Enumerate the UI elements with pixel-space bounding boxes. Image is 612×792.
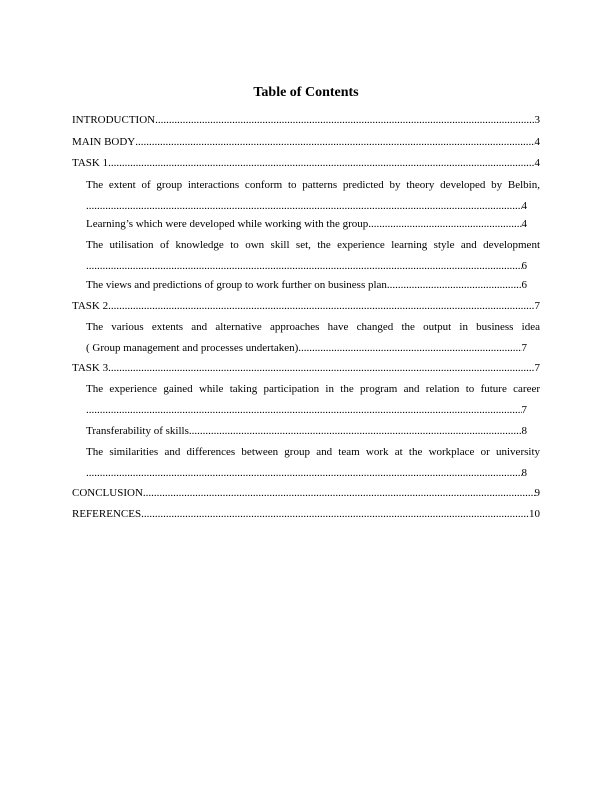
toc-entry-learnings[interactable] — [86, 218, 527, 231]
toc-page-number: 10 — [529, 508, 540, 520]
toc-page-number: 7 — [521, 404, 527, 416]
toc-entry-similarities-line1[interactable]: The similarities and differences between group and team work at the workplace or university — [86, 446, 540, 458]
toc-entry-label: CONCLUSION — [72, 487, 143, 499]
toc-title: Table of Contents — [253, 85, 359, 100]
toc-page-number: 8 — [521, 467, 527, 479]
dot-leader — [86, 200, 522, 213]
toc-entry-label: TASK 2 — [72, 300, 109, 312]
toc-entry-similarities-line2[interactable] — [86, 467, 527, 480]
toc-entry-label: REFERENCES — [72, 508, 142, 520]
toc-entry-main-body[interactable] — [72, 136, 540, 149]
toc-entry-label: Learning’s which were developed while working with the group — [86, 218, 369, 230]
toc-page-number: 6 — [521, 260, 527, 272]
toc-entry-label: MAIN BODY — [72, 136, 136, 148]
dot-leader — [86, 260, 522, 273]
toc-entry-label: ( Group management and processes undertaken) — [86, 342, 299, 354]
toc-page-number: 4 — [534, 136, 540, 148]
dot-leader — [189, 425, 522, 438]
toc-entry-conclusion[interactable] — [72, 487, 540, 500]
toc-entry-various-extents-line2[interactable] — [86, 342, 527, 355]
toc-entry-various-extents-line1[interactable]: The various extents and alternative approaches have changed the output in business idea — [86, 321, 540, 333]
toc-page-number: 6 — [521, 279, 527, 291]
dot-leader — [86, 467, 522, 480]
dot-leader — [108, 362, 534, 375]
toc-entry-experience-line1[interactable]: The experience gained while taking participation in the program and relation to future career — [86, 383, 540, 395]
dot-leader — [108, 157, 534, 170]
toc-page-number: 4 — [521, 218, 527, 230]
dot-leader — [143, 487, 535, 500]
dot-leader — [108, 300, 534, 313]
toc-entry-label: Transferability of skills — [86, 425, 189, 437]
toc-entry-task-3[interactable] — [72, 362, 540, 375]
toc-page-number: 9 — [534, 487, 540, 499]
dot-leader — [141, 508, 529, 521]
dot-leader — [298, 342, 521, 355]
toc-entry-utilisation-line2[interactable] — [86, 260, 527, 273]
toc-entry-label: TASK 3 — [72, 362, 109, 374]
toc-entry-belbin-line2[interactable] — [86, 200, 527, 213]
toc-page-number: 3 — [534, 114, 540, 126]
toc-entry-transferability[interactable] — [86, 425, 527, 438]
toc-entry-label: TASK 1 — [72, 157, 109, 169]
toc-entry-experience-line2[interactable] — [86, 404, 527, 417]
toc-entry-label: The views and predictions of group to work further on business plan — [86, 279, 387, 291]
dot-leader — [368, 218, 521, 231]
toc-page-number: 7 — [534, 362, 540, 374]
toc-page-number: 8 — [521, 425, 527, 437]
dot-leader — [135, 136, 534, 149]
toc-entry-utilisation-line1[interactable]: The utilisation of knowledge to own skill set, the experience learning style and development — [86, 239, 540, 251]
toc-entry-references[interactable] — [72, 508, 540, 521]
dot-leader — [155, 114, 534, 127]
toc-page-number: 7 — [534, 300, 540, 312]
dot-leader — [387, 279, 522, 292]
toc-page-number: 4 — [534, 157, 540, 169]
toc-entry-belbin-line1[interactable]: The extent of group interactions conform to patterns predicted by theory developed by Belbin, — [86, 179, 540, 191]
toc-entry-introduction[interactable] — [72, 114, 540, 127]
toc-page-number: 7 — [521, 342, 527, 354]
toc-entry-task-1[interactable] — [72, 157, 540, 170]
dot-leader — [86, 404, 522, 417]
toc-entry-task-2[interactable] — [72, 300, 540, 313]
toc-entry-views-predictions[interactable] — [86, 279, 527, 292]
toc-page-number: 4 — [521, 200, 527, 212]
toc-entry-label: INTRODUCTION — [72, 114, 156, 126]
